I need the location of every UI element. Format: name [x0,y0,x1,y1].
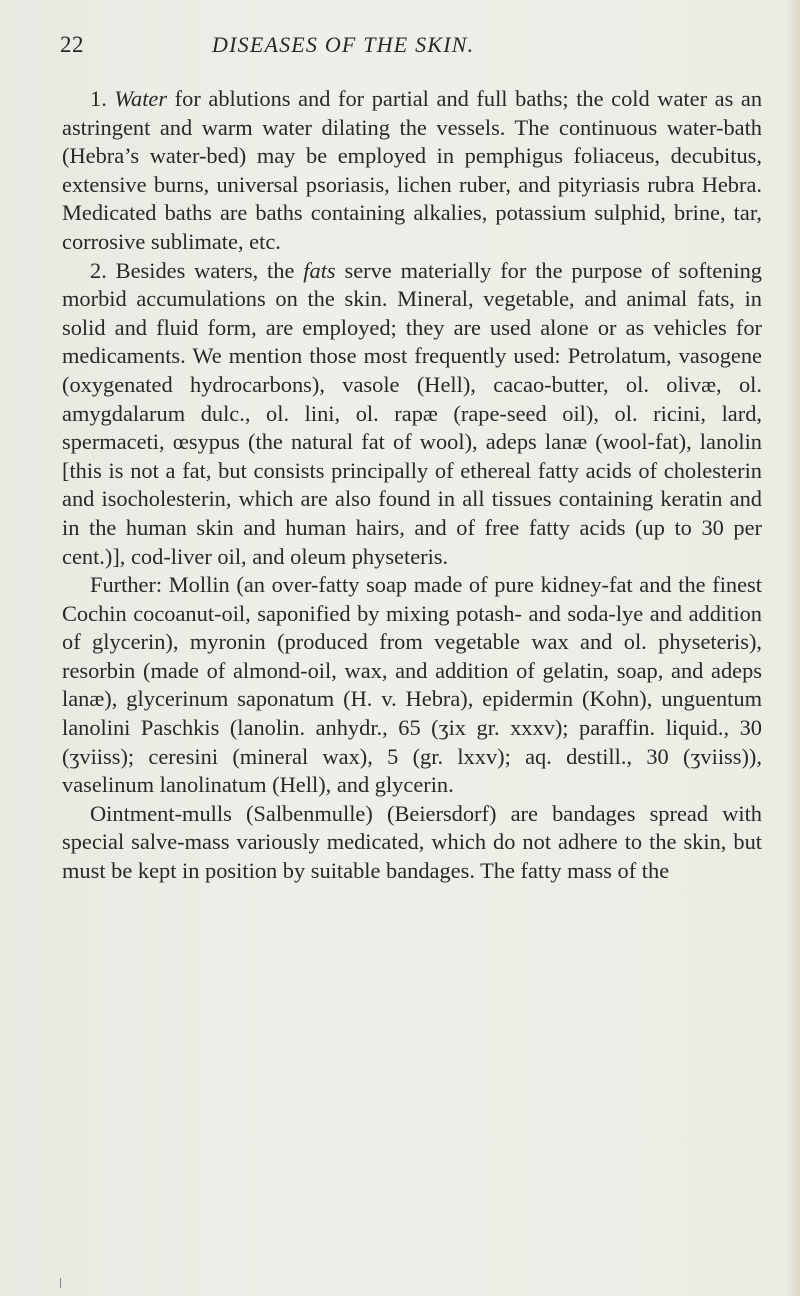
paragraph-water-lead: 1. [90,86,115,111]
running-title: DISEASES OF THE SKIN. [212,32,475,57]
body-text [62,85,762,886]
paragraph-ointment-mulls: Ointment-mulls (Salbenmulle) (Beiersdorf) are bandages spread with special salve-mass variously medicated, which do not adhere to the skin, but must be kept in position by suitable bandages. The fatty mass of the [62,800,762,884]
term-fats: fats [303,257,336,283]
page-speck [60,1278,61,1288]
paragraph-water-text: for ablutions and for partial and full baths; the cold water as an astringent and warm water dilating the vessels. The continuous water-bath (Hebra’s water-bed) may be employed in pemphigus foliaceus, decubitus, extensive burns, universal psoriasis, lichen ruber, and pityriasis rubra Hebra. Medicated baths are baths containing alkalies, potassium sulphid, brine, tar, corrosive sublimate, etc. [62,86,763,254]
running-head [60,32,760,64]
page-number: 22 [60,32,84,57]
page-edge-shadow [786,0,800,1296]
paragraph-fats-lead: 2. Besides waters, the [90,257,304,283]
paragraph-fats-text: serve materially for the purpose of softening morbid accumulations on the skin. Mineral, vegetable, and animal fats, in solid and fluid form, are employed; they are used alone or as vehicles for medicaments. We mention those most frequently used: Petrolatum, vasogene (oxygenated hydrocarbons), vasole (Hell), cacao-butter, ol. olivæ, ol. amygdalarum dulc., ol. lini, ol. rapæ (rape-seed oil), ol. ricini, lard, spermaceti, œsypus (the natural fat of wool), adeps lanæ (wool-fat), lanolin [this is not a fat, but consists principally of ethereal fatty acids of cholesterin and isocholesterin, which are also found in all tissues containing keratin and in the human skin and human hairs, and of free fatty acids (up to 30 per cent.)], cod-liver oil, and oleum physeteris. [62,257,762,569]
paragraph-water [62,85,762,257]
term-water: Water [114,86,168,111]
paragraph-further: Further: Mollin (an over-fatty soap made of pure kidney-fat and the finest Cochin cocoanut-oil, saponified by mixing potash- and soda-lye and addition of glycerin), myronin (produced from vegetable wax and ol. physeteris), resorbin (made of almond-oil, wax, and addition of gelatin, soap, and adeps lanæ), glycerinum saponatum (H. v. Hebra), epidermin (Kohn), unguentum lanolini Paschkis (lanolin. anhydr., 65 (ʒix gr. xxxv); paraffin. liquid., 30 (ʒviiss); ceresini (mineral wax), 5 (gr. lxxv); aq. destill., 30 (ʒviiss)), vaselinum lanolinatum (Hell), and glycerin. [62,572,762,798]
paragraph-fats [62,257,762,572]
